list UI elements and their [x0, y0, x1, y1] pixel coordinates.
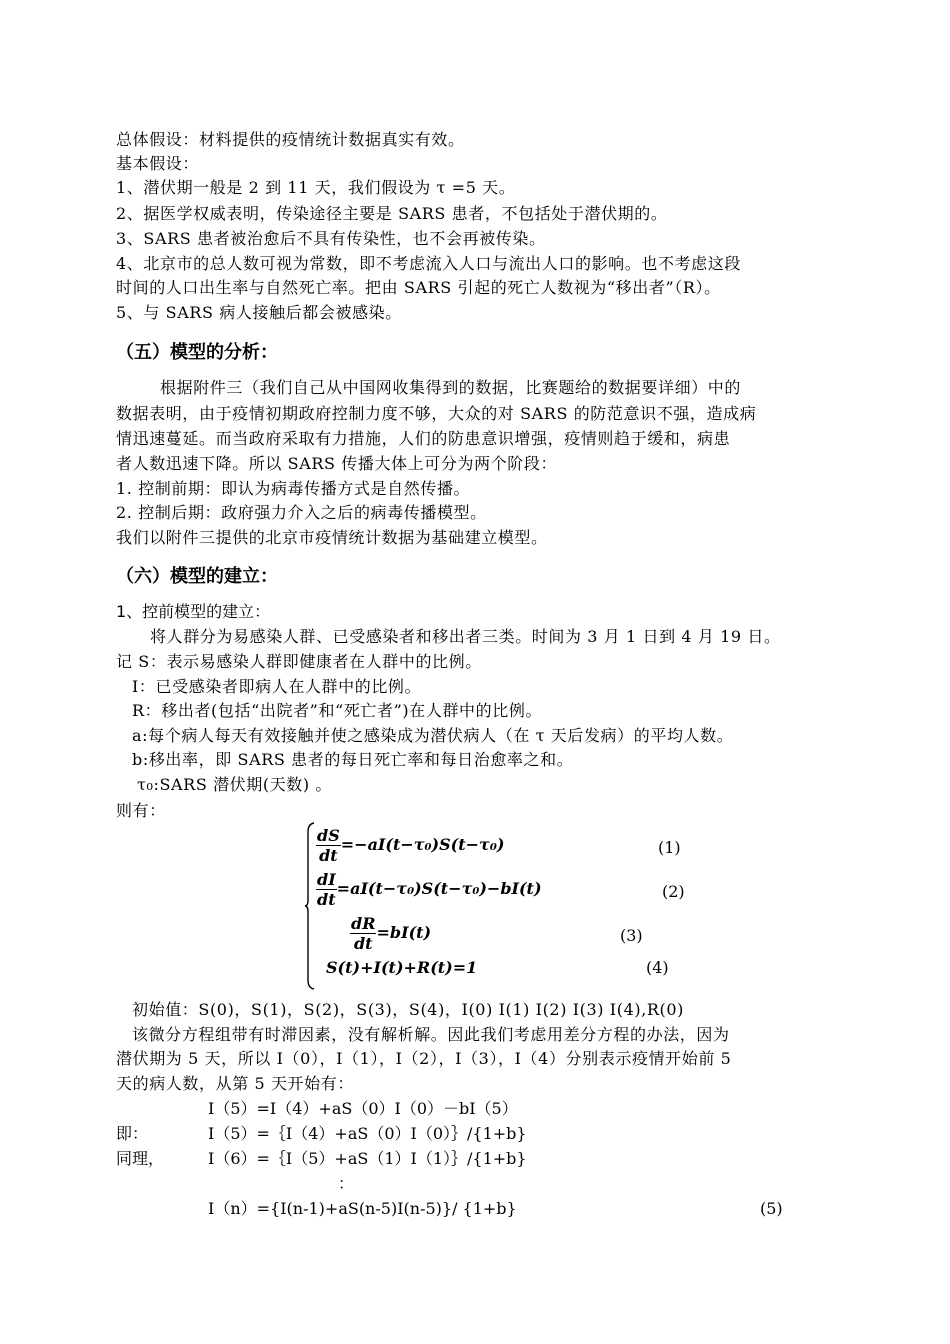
definition-line: a:每个病人每天有效接触并使之感染成为潜伏病人（在 τ 天后发病）的平均人数。	[132, 726, 734, 745]
equation-number: (1)	[658, 838, 681, 857]
initial-values: 初始值：S(0)，S(1)，S(2)，S(3)，S(4)，I(0) I(1) I(2) I(3) I(4),R(0)	[132, 1000, 684, 1019]
eq1-denominator: dt	[319, 846, 338, 865]
equation-1	[316, 826, 504, 865]
assumption-item: 1、潜伏期一般是 2 到 11 天，我们假设为 τ =5 天。	[116, 178, 516, 197]
paragraph-line: 者人数迅速下降。所以 SARS 传播大体上可分为两个阶段：	[116, 454, 558, 473]
eq2-rhs: =aI(t−τ₀)S(t−τ₀)−bI(t)	[336, 879, 542, 898]
eq1-rhs: =−aI(t−τ₀)S(t−τ₀)	[340, 835, 505, 854]
definition-line: b:移出率，即 SARS 患者的每日死亡率和每日治愈率之和。	[132, 750, 574, 769]
equation-number: (4)	[646, 958, 669, 977]
eq2-numerator: dI	[317, 870, 336, 889]
assumption-item: 5、与 SARS 病人接触后都会被感染。	[116, 303, 402, 322]
paragraph-line: 情迅速蔓延。而当政府采取有力措施，人们的防患意识增强，疫情则趋于缓和，病患	[116, 429, 731, 448]
paragraph-line: 根据附件三（我们自己从中国网收集得到的数据，比赛题给的数据要详细）中的	[160, 378, 742, 397]
paragraph-line: 数据表明，由于疫情初期政府控制力度不够，大众的对 SARS 的防范意识不强，造成病	[116, 404, 757, 423]
eq3-rhs: =bI(t)	[376, 923, 432, 942]
then-label: 则有：	[116, 801, 166, 820]
eq3-denominator: dt	[353, 934, 373, 953]
section6-heading: （六）模型的建立：	[116, 566, 278, 587]
recurrence-1: I（5）=I（4）+aS（0）I（0）－bI（5）	[208, 1099, 518, 1118]
equation-2	[316, 870, 542, 909]
subsection-heading: 1、控前模型的建立：	[116, 602, 271, 621]
paragraph-line: 天的病人数，从第 5 天开始有：	[116, 1074, 354, 1093]
definition-line: τ₀:SARS 潜伏期(天数) 。	[137, 775, 333, 794]
paragraph-line: 潜伏期为 5 天，所以 I（0），I（1），I（2），I（3），I（4）分别表示疫情开始前 5	[116, 1049, 732, 1068]
definition-line: 记 S：表示易感染人群即健康者在人群中的比例。	[116, 652, 482, 671]
left-brace	[305, 822, 315, 990]
ji-label: 即：	[116, 1124, 149, 1143]
paragraph-line: 我们以附件三提供的北京市疫情统计数据为基础建立模型。	[116, 528, 548, 547]
section5-heading: （五）模型的分析：	[116, 342, 278, 363]
recurrence-2: I（5）=｛I（4）+aS（0）I（0）｝/{1+b}	[208, 1124, 527, 1143]
assumption-item: 2、据医学权威表明，传染途径主要是 SARS 患者，不包括处于潜伏期的。	[116, 204, 668, 223]
assumption-item: 4、北京市的总人数可视为常数，即不考虑流入人口与流出人口的影响。也不考虑这段	[116, 254, 741, 273]
equation-number: (5)	[760, 1199, 783, 1218]
paragraph-line: 该微分方程组带有时滞因素，没有解析解。因此我们考虑用差分方程的办法，因为	[132, 1025, 730, 1044]
eq2-denominator: dt	[317, 890, 336, 909]
equation-number: (3)	[620, 926, 643, 945]
eq3-numerator: dR	[351, 914, 376, 933]
assumption-item: 3、SARS 患者被治愈后不具有传染性，也不会再被传染。	[116, 229, 546, 248]
paragraph-line: 将人群分为易感染人群、已受感染者和移出者三类。时间为 3 月 1 日到 4 月 19 日。	[150, 627, 781, 646]
equation-number: (2)	[662, 882, 685, 901]
continuation-dots: ：	[338, 1174, 355, 1193]
definition-line: R：移出者(包括“出院者”和“死亡者”)在人群中的比例。	[132, 701, 543, 720]
equation-3	[350, 914, 431, 953]
basic-assumption-title: 基本假设：	[116, 154, 200, 173]
eq1-numerator: dS	[317, 826, 340, 845]
recurrence-3: I（6）=｛I（5）+aS（1）I（1）｝/{1+b}	[208, 1149, 527, 1168]
tongli-label: 同理，	[116, 1149, 165, 1168]
paragraph-line: 2. 控制后期：政府强力介入之后的病毒传播模型。	[116, 503, 487, 522]
general-assumption: 总体假设：材料提供的疫情统计数据真实有效。	[116, 130, 465, 149]
recurrence-general: I（n）={I(n-1)+aS(n-5)I(n-5)}/ {1+b}	[208, 1199, 517, 1218]
paragraph-line: 1. 控制前期：即认为病毒传播方式是自然传播。	[116, 479, 471, 498]
definition-line: I：已受感染者即病人在人群中的比例。	[132, 677, 422, 696]
assumption-item: 时间的人口出生率与自然死亡率。把由 SARS 引起的死亡人数视为“移出者”（R）。	[116, 278, 721, 297]
equation-4: S(t)+I(t)+R(t)=1	[326, 958, 478, 977]
